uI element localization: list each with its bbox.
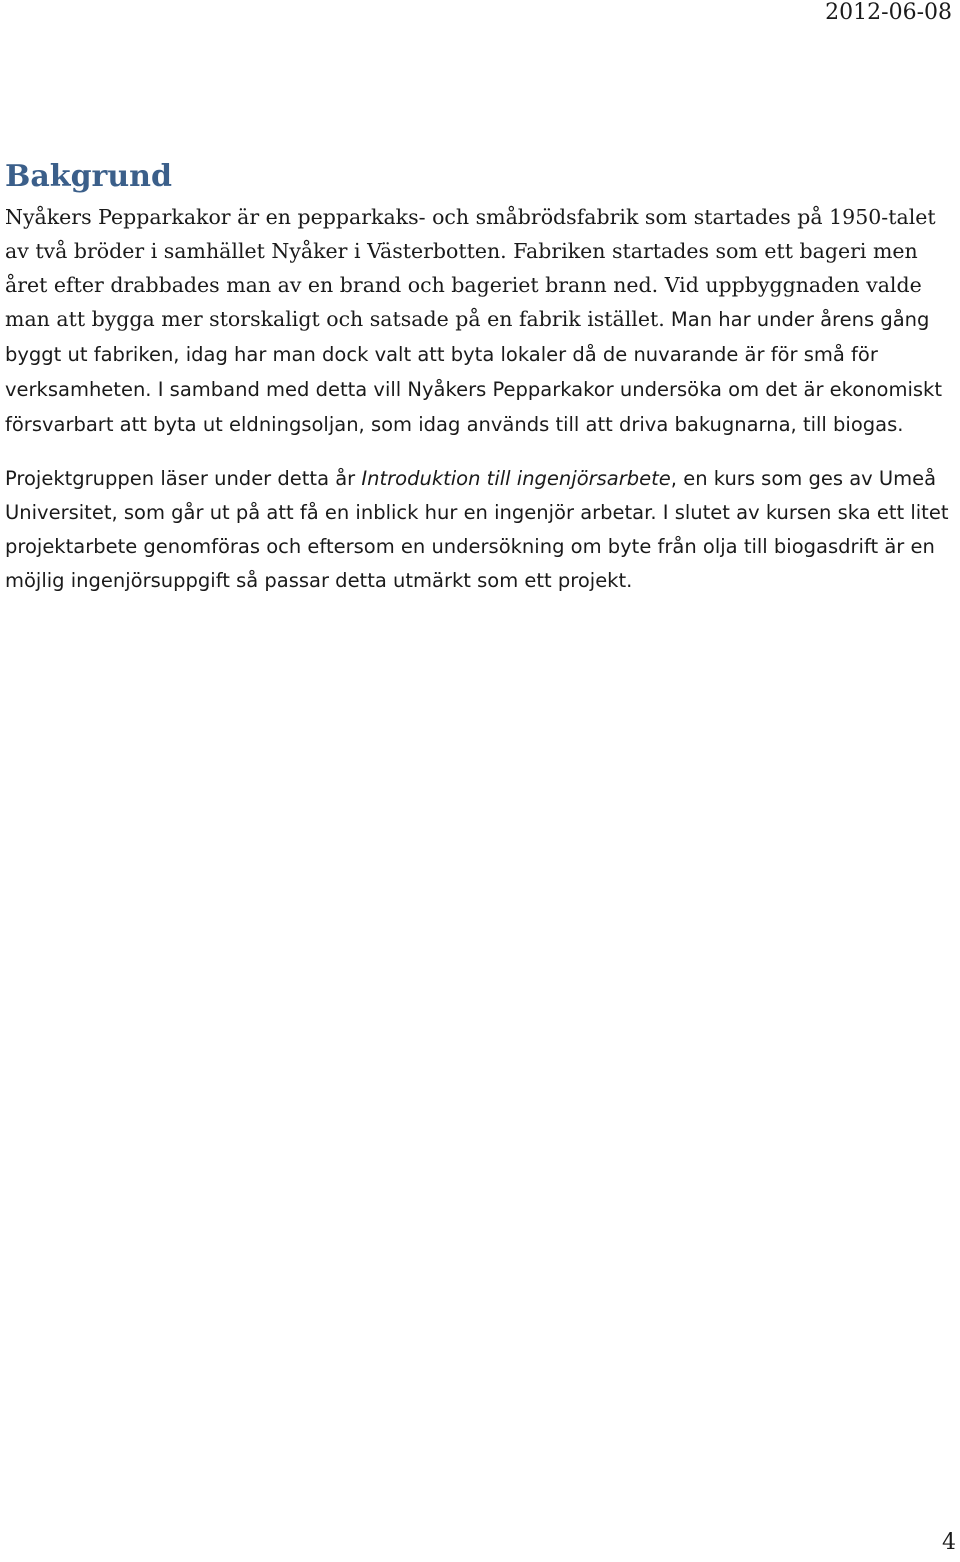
paragraph-text: Projektgruppen läser under detta år xyxy=(5,467,362,490)
background-paragraph xyxy=(5,200,950,442)
paragraph-text-sans: Man har under årens gång byggt ut fabriken, idag har man dock valt att byta lokaler då de nuvarande är för små för verksamheten. I samband med detta vill Nyåkers Pepparkakor undersöka om det är ekonomiskt försvarbart att byta ut eldningsoljan, som idag används till att driva bakugnarna, till biogas. xyxy=(5,308,942,436)
paragraph-text: , en kurs som ges av Umeå Universitet, som går ut på att få en inblick hur en ingenjör arbetar. I slutet av kursen ska ett litet projektarbete genomföras och eftersom en undersökning om byte från olja till biogasdrift är en möjlig ingenjörsuppgift så passar detta utmärkt som ett projekt. xyxy=(5,467,949,592)
document-body xyxy=(5,156,950,598)
course-title: Introduktion till ingenjörsarbete xyxy=(361,467,671,490)
project-paragraph xyxy=(5,462,950,598)
header-date: 2012-06-08 xyxy=(825,0,952,25)
paragraph-text-serif: Nyåkers Pepparkakor är en pepparkaks- och småbrödsfabrik som startades på 1950-talet av två bröder i samhället Nyåker i Västerbotten. Fabriken startades som ett bageri men året efter drabbades man av en brand och bageriet brann ned. Vid uppbyggnaden valde man att bygga mer storskaligt och satsade på en fabrik istället. xyxy=(5,205,936,331)
page-number: 4 xyxy=(942,1530,956,1555)
section-heading: Bakgrund xyxy=(5,159,172,194)
